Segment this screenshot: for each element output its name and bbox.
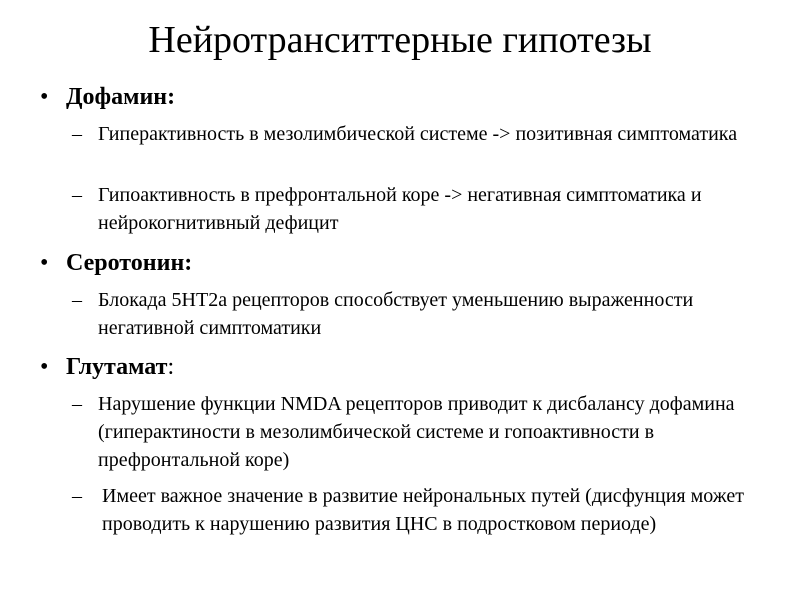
- bullet-glyph: •: [40, 354, 49, 380]
- sub-item-dopamine-1: [72, 120, 772, 148]
- sub-item-text: Гипоактивность в префронтальной коре -> негативная симптоматика и нейрокогнитивный дефицит: [98, 184, 702, 234]
- dash-glyph: –: [72, 123, 82, 145]
- bullet-glutamate: [40, 352, 174, 382]
- bullet-glyph: •: [40, 250, 49, 276]
- sub-item-text: Блокада 5НТ2а рецепторов способствует уменьшению выраженности негативной симптоматики: [98, 289, 694, 339]
- sub-item-text: Нарушение функции NMDA рецепторов приводит к дисбалансу дофамина (гиперактиности в мезолимбической системе и гопоактивности в префронтальной коре): [98, 393, 735, 471]
- dash-glyph: –: [72, 485, 82, 507]
- dash-glyph: –: [72, 289, 82, 311]
- dash-glyph: –: [72, 184, 82, 206]
- sub-item-dopamine-2: [72, 181, 772, 237]
- sub-item-glutamate-1: [72, 390, 772, 474]
- bullet-label-serotonin: Серотонин:: [66, 250, 193, 276]
- bullet-label-suffix: :: [167, 354, 175, 380]
- sub-item-text: Гиперактивность в мезолимбической системе -> позитивная симптоматика: [98, 123, 738, 145]
- bullet-label-dopamine: Дофамин:: [66, 84, 176, 110]
- sub-item-glutamate-2: [72, 482, 772, 538]
- bullet-label-glutamate: Глутамат: [66, 354, 168, 380]
- bullet-dopamine: [40, 82, 175, 112]
- dash-glyph: –: [72, 393, 82, 415]
- bullet-glyph: •: [40, 84, 49, 110]
- sub-item-serotonin-1: [72, 286, 772, 342]
- slide-title: Нейротранситтерные гипотезы: [148, 19, 652, 61]
- sub-item-text: Имеет важное значение в развитие нейрональных путей (дисфунция может проводить к нарушению развития ЦНС в подростковом периоде): [102, 485, 744, 535]
- bullet-serotonin: [40, 248, 192, 278]
